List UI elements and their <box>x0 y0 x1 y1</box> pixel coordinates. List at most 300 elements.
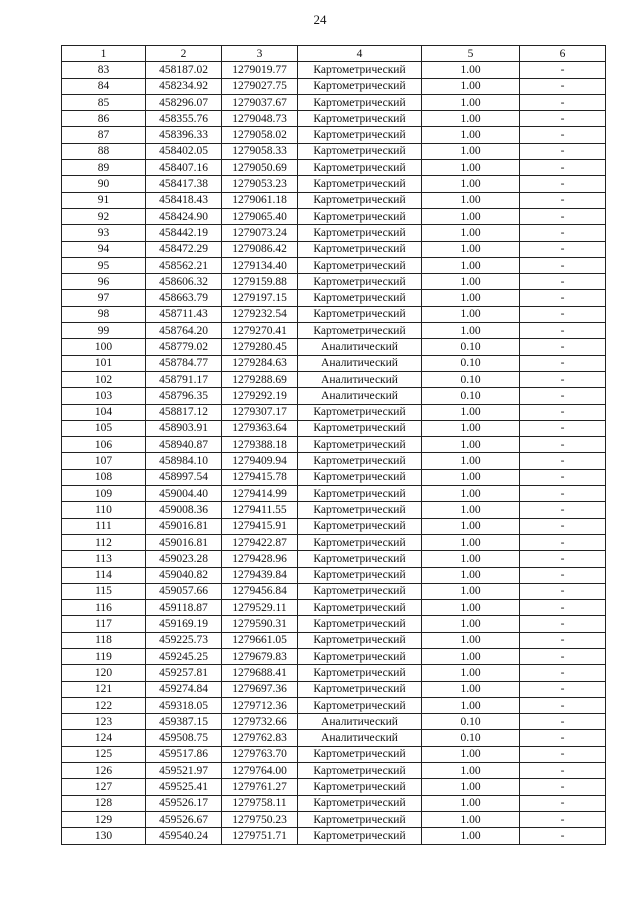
y-coordinate-cell: 1279159.88 <box>222 274 298 290</box>
point-number-cell: 91 <box>62 192 146 208</box>
method-cell: Картометрический <box>298 632 422 648</box>
point-number-cell: 88 <box>62 143 146 159</box>
description-cell: - <box>520 388 606 404</box>
y-coordinate-cell: 1279439.84 <box>222 567 298 583</box>
table-row <box>62 779 606 795</box>
table-row <box>62 502 606 518</box>
column-header-5: 5 <box>422 46 520 62</box>
table-row <box>62 404 606 420</box>
description-cell: - <box>520 730 606 746</box>
accuracy-cell: 1.00 <box>422 697 520 713</box>
method-cell: Картометрический <box>298 616 422 632</box>
x-coordinate-cell: 458784.77 <box>146 355 222 371</box>
column-header-1: 1 <box>62 46 146 62</box>
description-cell: - <box>520 290 606 306</box>
y-coordinate-cell: 1279284.63 <box>222 355 298 371</box>
x-coordinate-cell: 459540.24 <box>146 828 222 844</box>
point-number-cell: 108 <box>62 469 146 485</box>
y-coordinate-cell: 1279762.83 <box>222 730 298 746</box>
description-cell: - <box>520 306 606 322</box>
accuracy-cell: 1.00 <box>422 648 520 664</box>
point-number-cell: 128 <box>62 795 146 811</box>
accuracy-cell: 1.00 <box>422 78 520 94</box>
x-coordinate-cell: 459508.75 <box>146 730 222 746</box>
column-header-2: 2 <box>146 46 222 62</box>
x-coordinate-cell: 458711.43 <box>146 306 222 322</box>
accuracy-cell: 1.00 <box>422 681 520 697</box>
accuracy-cell: 1.00 <box>422 143 520 159</box>
column-header-4: 4 <box>298 46 422 62</box>
method-cell: Картометрический <box>298 111 422 127</box>
table-row <box>62 648 606 664</box>
description-cell: - <box>520 241 606 257</box>
table-row <box>62 469 606 485</box>
table-row <box>62 697 606 713</box>
table-row <box>62 339 606 355</box>
point-number-cell: 98 <box>62 306 146 322</box>
description-cell: - <box>520 551 606 567</box>
y-coordinate-cell: 1279763.70 <box>222 746 298 762</box>
point-number-cell: 105 <box>62 420 146 436</box>
method-cell: Картометрический <box>298 665 422 681</box>
y-coordinate-cell: 1279363.64 <box>222 420 298 436</box>
x-coordinate-cell: 459318.05 <box>146 697 222 713</box>
y-coordinate-cell: 1279590.31 <box>222 616 298 632</box>
table-row <box>62 632 606 648</box>
description-cell: - <box>520 208 606 224</box>
x-coordinate-cell: 459004.40 <box>146 486 222 502</box>
table-row <box>62 94 606 110</box>
point-number-cell: 104 <box>62 404 146 420</box>
method-cell: Картометрический <box>298 746 422 762</box>
point-number-cell: 92 <box>62 208 146 224</box>
accuracy-cell: 0.10 <box>422 730 520 746</box>
description-cell: - <box>520 665 606 681</box>
header-row <box>62 46 606 62</box>
description-cell: - <box>520 828 606 844</box>
y-coordinate-cell: 1279409.94 <box>222 453 298 469</box>
x-coordinate-cell: 458779.02 <box>146 339 222 355</box>
method-cell: Картометрический <box>298 648 422 664</box>
point-number-cell: 129 <box>62 811 146 827</box>
point-number-cell: 101 <box>62 355 146 371</box>
y-coordinate-cell: 1279697.36 <box>222 681 298 697</box>
method-cell: Картометрический <box>298 681 422 697</box>
method-cell: Картометрический <box>298 697 422 713</box>
accuracy-cell: 1.00 <box>422 160 520 176</box>
table-row <box>62 78 606 94</box>
point-number-cell: 93 <box>62 225 146 241</box>
point-number-cell: 124 <box>62 730 146 746</box>
x-coordinate-cell: 459525.41 <box>146 779 222 795</box>
table-row <box>62 111 606 127</box>
table-row <box>62 306 606 322</box>
method-cell: Картометрический <box>298 828 422 844</box>
accuracy-cell: 1.00 <box>422 567 520 583</box>
x-coordinate-cell: 458764.20 <box>146 323 222 339</box>
y-coordinate-cell: 1279415.78 <box>222 469 298 485</box>
x-coordinate-cell: 459274.84 <box>146 681 222 697</box>
y-coordinate-cell: 1279732.66 <box>222 714 298 730</box>
y-coordinate-cell: 1279415.91 <box>222 518 298 534</box>
description-cell: - <box>520 534 606 550</box>
accuracy-cell: 0.10 <box>422 339 520 355</box>
accuracy-cell: 1.00 <box>422 323 520 339</box>
accuracy-cell: 1.00 <box>422 192 520 208</box>
description-cell: - <box>520 62 606 78</box>
accuracy-cell: 1.00 <box>422 176 520 192</box>
x-coordinate-cell: 459016.81 <box>146 518 222 534</box>
table-row <box>62 486 606 502</box>
accuracy-cell: 1.00 <box>422 306 520 322</box>
table-row <box>62 437 606 453</box>
table-header <box>62 46 606 62</box>
x-coordinate-cell: 459040.82 <box>146 567 222 583</box>
x-coordinate-cell: 458402.05 <box>146 143 222 159</box>
point-number-cell: 106 <box>62 437 146 453</box>
description-cell: - <box>520 94 606 110</box>
accuracy-cell: 1.00 <box>422 746 520 762</box>
x-coordinate-cell: 458442.19 <box>146 225 222 241</box>
y-coordinate-cell: 1279688.41 <box>222 665 298 681</box>
y-coordinate-cell: 1279414.99 <box>222 486 298 502</box>
y-coordinate-cell: 1279073.24 <box>222 225 298 241</box>
description-cell: - <box>520 746 606 762</box>
description-cell: - <box>520 176 606 192</box>
description-cell: - <box>520 111 606 127</box>
y-coordinate-cell: 1279661.05 <box>222 632 298 648</box>
x-coordinate-cell: 458984.10 <box>146 453 222 469</box>
point-number-cell: 102 <box>62 371 146 387</box>
point-number-cell: 83 <box>62 62 146 78</box>
x-coordinate-cell: 458472.29 <box>146 241 222 257</box>
y-coordinate-cell: 1279764.00 <box>222 763 298 779</box>
table-row <box>62 828 606 844</box>
table-row <box>62 192 606 208</box>
description-cell: - <box>520 339 606 355</box>
y-coordinate-cell: 1279086.42 <box>222 241 298 257</box>
y-coordinate-cell: 1279270.41 <box>222 323 298 339</box>
description-cell: - <box>520 355 606 371</box>
accuracy-cell: 1.00 <box>422 534 520 550</box>
accuracy-cell: 0.10 <box>422 355 520 371</box>
method-cell: Картометрический <box>298 486 422 502</box>
point-number-cell: 112 <box>62 534 146 550</box>
x-coordinate-cell: 459257.81 <box>146 665 222 681</box>
y-coordinate-cell: 1279232.54 <box>222 306 298 322</box>
method-cell: Картометрический <box>298 208 422 224</box>
description-cell: - <box>520 811 606 827</box>
x-coordinate-cell: 458663.79 <box>146 290 222 306</box>
description-cell: - <box>520 648 606 664</box>
table-row <box>62 160 606 176</box>
point-number-cell: 130 <box>62 828 146 844</box>
y-coordinate-cell: 1279058.02 <box>222 127 298 143</box>
point-number-cell: 109 <box>62 486 146 502</box>
y-coordinate-cell: 1279712.36 <box>222 697 298 713</box>
table-row <box>62 241 606 257</box>
point-number-cell: 123 <box>62 714 146 730</box>
description-cell: - <box>520 714 606 730</box>
description-cell: - <box>520 632 606 648</box>
table-row <box>62 208 606 224</box>
y-coordinate-cell: 1279529.11 <box>222 600 298 616</box>
point-number-cell: 103 <box>62 388 146 404</box>
y-coordinate-cell: 1279411.55 <box>222 502 298 518</box>
description-cell: - <box>520 616 606 632</box>
x-coordinate-cell: 458355.76 <box>146 111 222 127</box>
method-cell: Картометрический <box>298 811 422 827</box>
accuracy-cell: 0.10 <box>422 371 520 387</box>
accuracy-cell: 1.00 <box>422 290 520 306</box>
column-header-6: 6 <box>520 46 606 62</box>
y-coordinate-cell: 1279456.84 <box>222 583 298 599</box>
x-coordinate-cell: 459118.87 <box>146 600 222 616</box>
description-cell: - <box>520 437 606 453</box>
accuracy-cell: 1.00 <box>422 486 520 502</box>
accuracy-cell: 0.10 <box>422 388 520 404</box>
method-cell: Картометрический <box>298 160 422 176</box>
x-coordinate-cell: 459245.25 <box>146 648 222 664</box>
accuracy-cell: 1.00 <box>422 241 520 257</box>
y-coordinate-cell: 1279428.96 <box>222 551 298 567</box>
description-cell: - <box>520 486 606 502</box>
y-coordinate-cell: 1279058.33 <box>222 143 298 159</box>
x-coordinate-cell: 459526.67 <box>146 811 222 827</box>
description-cell: - <box>520 795 606 811</box>
table-row <box>62 453 606 469</box>
method-cell: Картометрический <box>298 518 422 534</box>
method-cell: Картометрический <box>298 600 422 616</box>
description-cell: - <box>520 192 606 208</box>
point-number-cell: 99 <box>62 323 146 339</box>
accuracy-cell: 1.00 <box>422 94 520 110</box>
x-coordinate-cell: 459521.97 <box>146 763 222 779</box>
accuracy-cell: 1.00 <box>422 111 520 127</box>
y-coordinate-cell: 1279134.40 <box>222 257 298 273</box>
point-number-cell: 114 <box>62 567 146 583</box>
accuracy-cell: 1.00 <box>422 257 520 273</box>
coordinates-table <box>61 45 606 845</box>
description-cell: - <box>520 779 606 795</box>
table-row <box>62 730 606 746</box>
y-coordinate-cell: 1279751.71 <box>222 828 298 844</box>
accuracy-cell: 1.00 <box>422 811 520 827</box>
method-cell: Картометрический <box>298 420 422 436</box>
accuracy-cell: 1.00 <box>422 274 520 290</box>
table-row <box>62 355 606 371</box>
table-row <box>62 225 606 241</box>
method-cell: Картометрический <box>298 78 422 94</box>
method-cell: Аналитический <box>298 388 422 404</box>
accuracy-cell: 1.00 <box>422 616 520 632</box>
accuracy-cell: 1.00 <box>422 763 520 779</box>
point-number-cell: 127 <box>62 779 146 795</box>
description-cell: - <box>520 518 606 534</box>
y-coordinate-cell: 1279019.77 <box>222 62 298 78</box>
x-coordinate-cell: 459008.36 <box>146 502 222 518</box>
point-number-cell: 115 <box>62 583 146 599</box>
method-cell: Картометрический <box>298 192 422 208</box>
y-coordinate-cell: 1279053.23 <box>222 176 298 192</box>
x-coordinate-cell: 459169.19 <box>146 616 222 632</box>
description-cell: - <box>520 502 606 518</box>
table-row <box>62 746 606 762</box>
description-cell: - <box>520 420 606 436</box>
table-row <box>62 420 606 436</box>
point-number-cell: 117 <box>62 616 146 632</box>
x-coordinate-cell: 459526.17 <box>146 795 222 811</box>
x-coordinate-cell: 459023.28 <box>146 551 222 567</box>
description-cell: - <box>520 583 606 599</box>
description-cell: - <box>520 127 606 143</box>
table-row <box>62 551 606 567</box>
table-row <box>62 257 606 273</box>
table-row <box>62 371 606 387</box>
point-number-cell: 111 <box>62 518 146 534</box>
x-coordinate-cell: 458817.12 <box>146 404 222 420</box>
y-coordinate-cell: 1279197.15 <box>222 290 298 306</box>
description-cell: - <box>520 257 606 273</box>
x-coordinate-cell: 458997.54 <box>146 469 222 485</box>
method-cell: Картометрический <box>298 274 422 290</box>
description-cell: - <box>520 567 606 583</box>
accuracy-cell: 1.00 <box>422 469 520 485</box>
y-coordinate-cell: 1279288.69 <box>222 371 298 387</box>
method-cell: Картометрический <box>298 225 422 241</box>
method-cell: Картометрический <box>298 779 422 795</box>
y-coordinate-cell: 1279679.83 <box>222 648 298 664</box>
x-coordinate-cell: 458424.90 <box>146 208 222 224</box>
description-cell: - <box>520 225 606 241</box>
table-row <box>62 176 606 192</box>
accuracy-cell: 1.00 <box>422 518 520 534</box>
x-coordinate-cell: 458234.92 <box>146 78 222 94</box>
column-header-3: 3 <box>222 46 298 62</box>
y-coordinate-cell: 1279061.18 <box>222 192 298 208</box>
point-number-cell: 107 <box>62 453 146 469</box>
point-number-cell: 97 <box>62 290 146 306</box>
description-cell: - <box>520 274 606 290</box>
y-coordinate-cell: 1279307.17 <box>222 404 298 420</box>
accuracy-cell: 0.10 <box>422 714 520 730</box>
description-cell: - <box>520 697 606 713</box>
table-row <box>62 567 606 583</box>
method-cell: Картометрический <box>298 763 422 779</box>
table-row <box>62 518 606 534</box>
y-coordinate-cell: 1279050.69 <box>222 160 298 176</box>
x-coordinate-cell: 459517.86 <box>146 746 222 762</box>
y-coordinate-cell: 1279065.40 <box>222 208 298 224</box>
accuracy-cell: 1.00 <box>422 437 520 453</box>
point-number-cell: 84 <box>62 78 146 94</box>
table-row <box>62 127 606 143</box>
description-cell: - <box>520 160 606 176</box>
point-number-cell: 87 <box>62 127 146 143</box>
description-cell: - <box>520 323 606 339</box>
y-coordinate-cell: 1279048.73 <box>222 111 298 127</box>
y-coordinate-cell: 1279292.19 <box>222 388 298 404</box>
x-coordinate-cell: 458396.33 <box>146 127 222 143</box>
point-number-cell: 121 <box>62 681 146 697</box>
point-number-cell: 125 <box>62 746 146 762</box>
description-cell: - <box>520 469 606 485</box>
description-cell: - <box>520 453 606 469</box>
method-cell: Картометрический <box>298 323 422 339</box>
accuracy-cell: 1.00 <box>422 795 520 811</box>
y-coordinate-cell: 1279761.27 <box>222 779 298 795</box>
accuracy-cell: 1.00 <box>422 502 520 518</box>
table-row <box>62 62 606 78</box>
point-number-cell: 85 <box>62 94 146 110</box>
method-cell: Картометрический <box>298 551 422 567</box>
table-row <box>62 681 606 697</box>
table-row <box>62 714 606 730</box>
table-row <box>62 665 606 681</box>
method-cell: Картометрический <box>298 437 422 453</box>
method-cell: Картометрический <box>298 502 422 518</box>
method-cell: Аналитический <box>298 371 422 387</box>
x-coordinate-cell: 458407.16 <box>146 160 222 176</box>
y-coordinate-cell: 1279388.18 <box>222 437 298 453</box>
description-cell: - <box>520 143 606 159</box>
method-cell: Картометрический <box>298 62 422 78</box>
y-coordinate-cell: 1279750.23 <box>222 811 298 827</box>
method-cell: Картометрический <box>298 534 422 550</box>
description-cell: - <box>520 600 606 616</box>
table-row <box>62 583 606 599</box>
accuracy-cell: 1.00 <box>422 779 520 795</box>
table-row <box>62 388 606 404</box>
accuracy-cell: 1.00 <box>422 600 520 616</box>
x-coordinate-cell: 458940.87 <box>146 437 222 453</box>
point-number-cell: 118 <box>62 632 146 648</box>
accuracy-cell: 1.00 <box>422 208 520 224</box>
x-coordinate-cell: 459225.73 <box>146 632 222 648</box>
accuracy-cell: 1.00 <box>422 453 520 469</box>
table-row <box>62 534 606 550</box>
accuracy-cell: 1.00 <box>422 551 520 567</box>
method-cell: Картометрический <box>298 306 422 322</box>
accuracy-cell: 1.00 <box>422 632 520 648</box>
method-cell: Картометрический <box>298 257 422 273</box>
y-coordinate-cell: 1279280.45 <box>222 339 298 355</box>
point-number-cell: 89 <box>62 160 146 176</box>
accuracy-cell: 1.00 <box>422 404 520 420</box>
point-number-cell: 90 <box>62 176 146 192</box>
x-coordinate-cell: 458296.07 <box>146 94 222 110</box>
table-body <box>62 62 606 844</box>
point-number-cell: 119 <box>62 648 146 664</box>
x-coordinate-cell: 459057.66 <box>146 583 222 599</box>
point-number-cell: 100 <box>62 339 146 355</box>
point-number-cell: 122 <box>62 697 146 713</box>
y-coordinate-cell: 1279758.11 <box>222 795 298 811</box>
method-cell: Картометрический <box>298 795 422 811</box>
x-coordinate-cell: 458791.17 <box>146 371 222 387</box>
accuracy-cell: 1.00 <box>422 665 520 681</box>
table-row <box>62 795 606 811</box>
point-number-cell: 86 <box>62 111 146 127</box>
table-row <box>62 600 606 616</box>
description-cell: - <box>520 78 606 94</box>
method-cell: Аналитический <box>298 339 422 355</box>
table-row <box>62 323 606 339</box>
table-row <box>62 290 606 306</box>
method-cell: Картометрический <box>298 176 422 192</box>
description-cell: - <box>520 681 606 697</box>
method-cell: Картометрический <box>298 583 422 599</box>
